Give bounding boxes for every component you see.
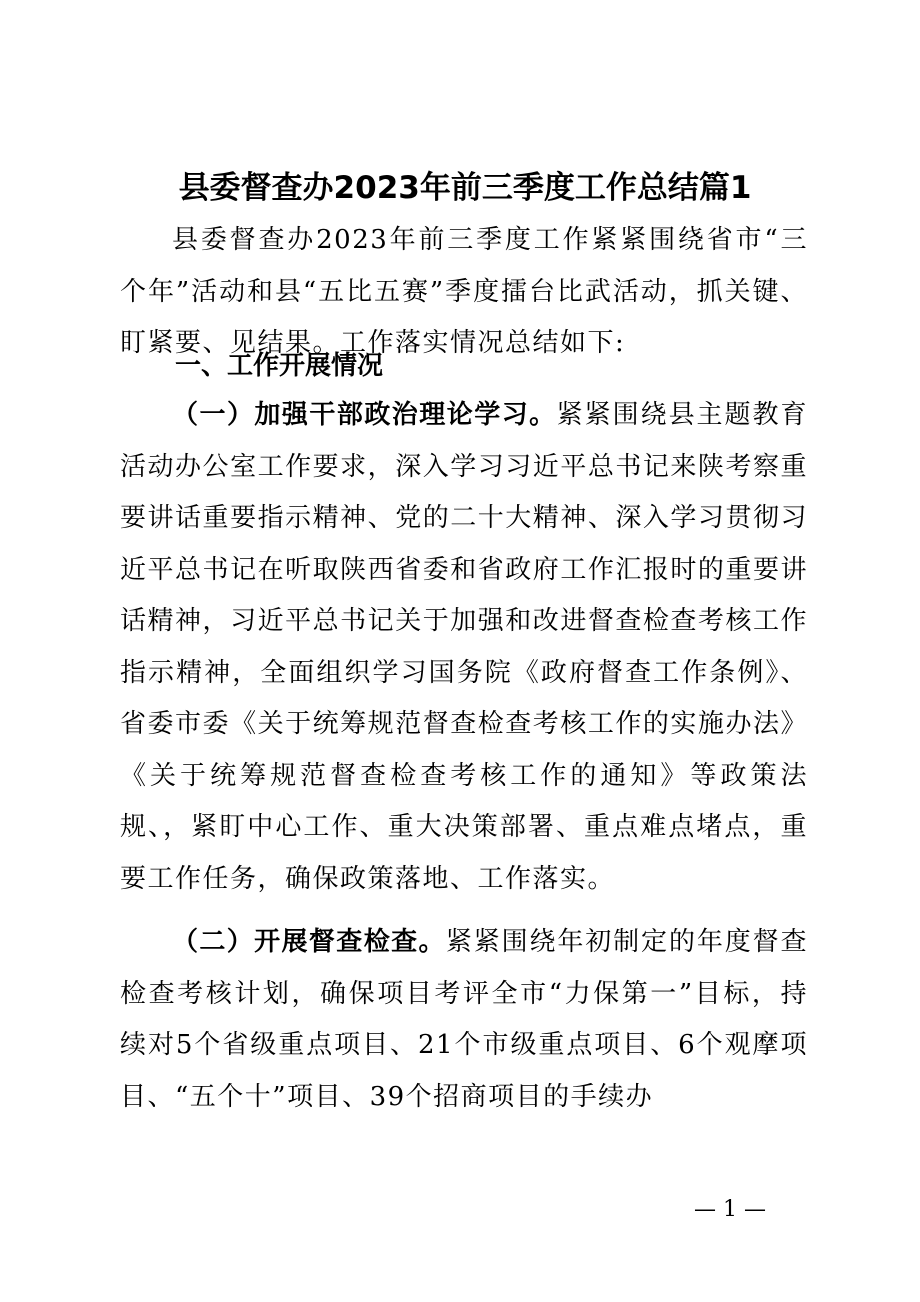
item-body-2: 紧紧围绕年初制定的年度督查检查考核计划，确保项目考评全市“力保第一”目标，持续对5个省级重点项目、21个市级重点项目、6个观摩项目、“五个十”项目、39个招商项目的手续办	[120, 927, 808, 1112]
section-heading: 一、工作开展情况	[175, 351, 384, 381]
item-lead-1: （一）加强干部政治理论学习。	[172, 400, 557, 430]
item-lead-2: （二）开展督查检查。	[172, 927, 446, 957]
page-number: — 1 —	[694, 1197, 766, 1222]
item-body-1: 紧紧围绕县主题教育活动办公室工作要求，深入学习习近平总书记来陕考察重要讲话重要指示精神、党的二十大精神、深入学习贯彻习近平总书记在听取陕西省委和省政府工作汇报时的重要讲话精神，习近平总书记关于加强和改进督查检查考核工作指示精神，全面组织学习国务院《政府督查工作条例》、省委市委《关于统筹规范督查检查考核工作的实施办法》《关于统筹规范督查检查考核工作的通知》等政策法规、，紧盯中心工作、重大决策部署、重点难点堵点，重要工作任务，确保政策落地、工作落实。	[120, 400, 808, 894]
document-title: 县委督查办2023年前三季度工作总结篇1	[178, 170, 752, 206]
intro-paragraph: 县委督查办2023年前三季度工作紧紧围绕省市“三个年”活动和县“五比五赛”季度擂台比武活动，抓关键、盯紧要、见结果。工作落实情况总结如下:	[120, 225, 808, 358]
item-paragraph-2	[120, 917, 808, 1123]
item-paragraph-1	[120, 390, 808, 905]
